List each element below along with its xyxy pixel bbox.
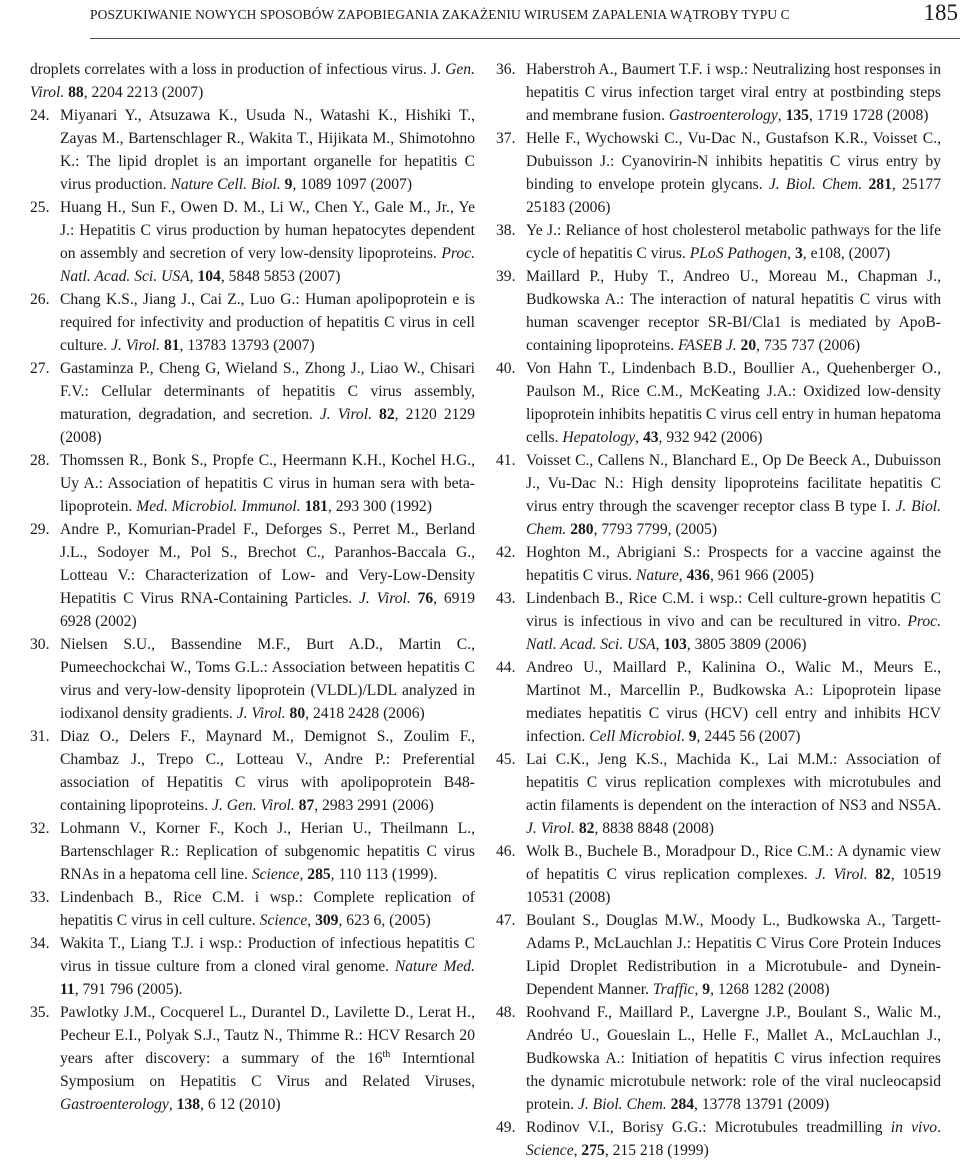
reference-volume: 20	[740, 337, 757, 354]
reference-text-fragment	[372, 406, 379, 423]
reference-journal: J. Virol.	[236, 705, 286, 722]
reference-text	[526, 219, 941, 265]
reference-number: 40.	[496, 360, 516, 377]
reference-text-fragment: ,	[787, 245, 795, 262]
reference-volume: 9	[284, 176, 293, 193]
reference-text-fragment: Thomssen R., Bonk S., Propfe C., Heermann K.H., Kochel H.G., Uy A.: Association of hepatitis C virus in human sera with beta-lipoprotein.	[60, 452, 475, 515]
reference-number: 42.	[496, 544, 516, 561]
reference-number: 38.	[496, 222, 516, 239]
reference-text	[60, 1001, 475, 1116]
reference-text-fragment: Lohmann V., Korner F., Koch J., Herian U., Theilmann L., Bartenschlager R.: Replication of subgenomic hepatitis C virus RNAs in a hepatoma cell line.	[60, 820, 475, 883]
reference-text-fragment: ,	[573, 1142, 582, 1159]
reference-number: 47.	[496, 912, 516, 929]
reference-journal: FASEB J.	[678, 337, 737, 354]
reference-text-fragment: , 2120 2129 (2008)	[60, 406, 476, 446]
reference-number: 33.	[30, 889, 50, 906]
reference-text-fragment: Andre P., Komurian-Pradel F., Deforges S., Perret M., Berland J.L., Sodoyer M., Pol S., Brechot C., Paranhos-Baccala G., Lotteau V.: Characterization of Low- and Very-Low-Density Hepatitis C Virus RNA-Containing Particles.	[60, 521, 475, 607]
reference-journal: Cell Microbiol	[589, 728, 681, 745]
reference-text-fragment: th	[382, 1048, 391, 1060]
reference-journal: Gen. Virol.	[30, 61, 475, 101]
reference-text-fragment: , 1089 1097 (2007)	[292, 176, 413, 193]
reference-volume: 81	[163, 337, 180, 354]
reference-text	[526, 265, 941, 357]
reference-text-fragment: , 6919 6928 (2002)	[60, 590, 476, 630]
reference-text-fragment: , 1719 1728 (2008)	[808, 107, 929, 124]
reference-volume: 309	[315, 912, 339, 929]
reference-text-fragment: Nielsen S.U., Bassendine M.F., Burt A.D., Martin C., Pumeechockchai W., Toms G.L.: Association between hepatitis C virus and very-low-density lipoprotein (VLDL)/LDL analyzed in iodixanol density gradients.	[60, 636, 475, 722]
reference-text	[60, 357, 475, 449]
reference-text-fragment: , 13778 13791 (2009)	[694, 1096, 830, 1113]
reference-text	[60, 633, 475, 725]
reference-journal: J. Gen. Virol.	[212, 797, 295, 814]
reference-text-fragment: Helle F., Wychowski C., Vu-Dac N., Gustafson K.R., Voisset C., Dubuisson J.: Cyanovirin-N inhibits hepatitis C virus entry by binding to envelope protein glycans.	[526, 130, 941, 193]
reference-entry	[30, 104, 475, 196]
reference-text	[526, 541, 941, 587]
reference-journal: Proc. Natl. Acad. Sci. USA	[526, 613, 941, 653]
references-right-column	[496, 58, 941, 1162]
reference-text-fragment: Voisset C., Callens N., Blanchard E., Op De Beeck A., Dubuisson J., Vu-Dac N.: High density lipoproteins facilitate hepatitis C virus entry through the scavenger receptor class B type I.	[526, 452, 941, 515]
reference-number: 44.	[496, 659, 516, 676]
reference-journal: J. Virol.	[526, 820, 575, 837]
reference-entry	[496, 748, 941, 840]
reference-entry	[30, 932, 475, 1001]
reference-volume: 138	[176, 1096, 201, 1113]
reference-entry	[496, 1001, 941, 1116]
reference-entry	[30, 725, 475, 817]
reference-text-fragment: Lai C.K., Jeng K.S., Machida K., Lai M.M.: Association of hepatitis C virus replication complexes with microtubules and actin filaments is dependent on the interaction of NS3 and NS5A.	[526, 751, 941, 814]
reference-text	[526, 127, 941, 219]
reference-entry	[496, 58, 941, 127]
reference-text-fragment: , 13783 13793 (2007)	[179, 337, 315, 354]
reference-entry	[30, 357, 475, 449]
reference-number: 32.	[30, 820, 50, 837]
reference-number: 34.	[30, 935, 50, 952]
reference-text-fragment: Miyanari Y., Atsuzawa K., Usuda N., Watashi K., Hishiki T., Zayas M., Bartenschlager R., Wakita T., Hijikata M., Shimotohno K.: The lipid droplet is an important organelle for hepatitis C virus production.	[60, 107, 475, 193]
reference-number: 46.	[496, 843, 516, 860]
reference-text	[60, 104, 475, 196]
reference-text-fragment: Wolk B., Buchele B., Moradpour D., Rice C.M.: A dynamic view of hepatitis C virus replication complexes.	[526, 843, 941, 883]
reference-text	[30, 58, 475, 104]
reference-text-fragment: , 961 966 (2005)	[709, 567, 814, 584]
reference-volume: 135	[785, 107, 809, 124]
reference-text	[60, 817, 475, 886]
reference-volume: 9	[688, 728, 697, 745]
reference-number: 27.	[30, 360, 50, 377]
reference-number: 25.	[30, 199, 50, 216]
reference-number: 31.	[30, 728, 50, 745]
reference-volume: 103	[663, 636, 687, 653]
reference-text	[60, 288, 475, 357]
reference-text-fragment: Wakita T., Liang T.J. i wsp.: Production of infectious hepatitis C virus in tissue culture from a cloned viral genome.	[60, 935, 475, 975]
reference-entry	[30, 288, 475, 357]
reference-text-fragment: , 25177 25183 (2006)	[526, 176, 941, 216]
reference-number: 29.	[30, 521, 50, 538]
reference-journal: J. Virol.	[815, 866, 868, 883]
reference-entry	[496, 1116, 941, 1162]
reference-entry	[30, 58, 475, 104]
reference-text	[526, 748, 941, 840]
reference-text-fragment: ,	[189, 268, 198, 285]
reference-text-fragment: Rodinov V.I., Borisy G.G.: Microtubules treadmilling	[526, 1119, 891, 1136]
reference-text	[60, 449, 475, 518]
reference-volume: 76	[417, 590, 434, 607]
reference-journal: Science	[526, 1142, 574, 1159]
reference-journal: Science	[259, 912, 308, 929]
reference-entry	[30, 633, 475, 725]
reference-number: 26.	[30, 291, 50, 308]
reference-text-fragment: ,	[635, 429, 643, 446]
reference-number: 37.	[496, 130, 516, 147]
reference-volume: 3	[794, 245, 803, 262]
reference-number: 24.	[30, 107, 50, 124]
reference-text	[526, 656, 941, 748]
reference-text-fragment: Pawlotky J.M., Cocquerel L., Durantel D., Lavilette D., Lerat H., Pecheur E.I., Polyak S.J., Tautz N., Thimme R.: HCV Resarch 20 years after discovery: a summary of the 16	[60, 1004, 475, 1067]
reference-text	[60, 196, 475, 288]
reference-volume: 284	[670, 1096, 695, 1113]
reference-volume: 82	[379, 406, 395, 423]
reference-volume: 80	[289, 705, 306, 722]
reference-text	[526, 58, 941, 127]
reference-journal: J. Virol.	[111, 337, 161, 354]
reference-text-fragment: , 215 218 (1999)	[604, 1142, 709, 1159]
reference-text-fragment: Chang K.S., Jiang J., Cai Z., Luo G.: Human apolipoprotein e is required for infectivity and production of hepatitis C virus in cell culture.	[60, 291, 475, 354]
reference-entry	[30, 1001, 475, 1116]
reference-volume: 11	[60, 981, 75, 998]
reference-text-fragment: , 791 796 (2005).	[74, 981, 183, 998]
reference-entry	[30, 817, 475, 886]
reference-journal: Med. Microbiol. Immunol.	[136, 498, 301, 515]
references-left-column	[30, 58, 475, 1116]
reference-entry	[496, 587, 941, 656]
page-number: 185	[923, 0, 958, 25]
reference-text-fragment: droplets correlates with a loss in production of infectious virus. J.	[30, 61, 446, 78]
reference-number: 30.	[30, 636, 50, 653]
reference-entry	[30, 196, 475, 288]
reference-volume: 275	[581, 1142, 605, 1159]
reference-entry	[496, 127, 941, 219]
reference-volume: 9	[702, 981, 711, 998]
reference-volume: 281	[868, 176, 892, 193]
reference-text-fragment	[868, 866, 875, 883]
reference-text-fragment: , 932 942 (2006)	[658, 429, 763, 446]
reference-text-fragment: , 293 300 (1992)	[327, 498, 432, 515]
running-title: POSZUKIWANIE NOWYCH SPOSOBÓW ZAPOBIEGANIA ZAKAŻENIU WIRUSEM ZAPALENIA WĄTROBY TYPU C	[90, 7, 790, 22]
reference-journal: Proc. Natl. Acad. Sci. USA	[60, 245, 475, 285]
reference-text	[60, 725, 475, 817]
reference-text-fragment: Andreo U., Maillard P., Kalinina O., Walic M., Meurs E., Martinot M., Marcellin P., Budkowska A.: Lipoprotein lipase mediates hepatitis C virus (HCV) cell entry and inhibits HCV infection.	[526, 659, 941, 745]
reference-text-fragment: Lindenbach B., Rice C.M. i wsp.: Cell culture-grown hepatitis C virus is infectious in vivo and can be recultured in vitro.	[526, 590, 941, 630]
reference-journal: Nature Med.	[394, 958, 475, 975]
reference-number: 36.	[496, 61, 516, 78]
reference-text-fragment: Interntional Symposium on Hepatitis C Virus and Related Viruses,	[60, 1050, 475, 1090]
reference-journal: J. Virol.	[319, 406, 372, 423]
reference-text-fragment: Roohvand F., Maillard P., Lavergne J.P., Boulant S., Walic M., Andréo U., Goueslain L., Helle F., Mallet A., McLauchlan J., Budkowska A.: Initiation of hepatitis C virus infection requires the dynamic microtubule network: role of the viral nucleocapsid protein.	[526, 1004, 941, 1113]
reference-text	[526, 587, 941, 656]
reference-entry	[496, 541, 941, 587]
reference-number: 39.	[496, 268, 516, 285]
reference-entry	[496, 656, 941, 748]
reference-text	[60, 886, 475, 932]
reference-entry	[496, 265, 941, 357]
reference-entry	[30, 449, 475, 518]
reference-text-fragment: Haberstroh A., Baumert T.F. i wsp.: Neutralizing host responses in hepatitis C virus infection target viral entry at postbinding steps and membrane fusion.	[526, 61, 941, 124]
reference-text-fragment: ,	[168, 1096, 177, 1113]
reference-text-fragment: , 2445 56 (2007)	[696, 728, 801, 745]
reference-text-fragment: ,	[694, 981, 703, 998]
reference-text-fragment: ,	[678, 567, 687, 584]
reference-text-fragment: , 6 12 (2010)	[200, 1096, 281, 1113]
reference-text	[526, 1001, 941, 1116]
reference-text	[526, 909, 941, 1001]
reference-text-fragment: Von Hahn T., Lindenbach B.D., Boullier A., Quehenberger O., Paulson M., Rice C.M., McKeating J.A.: Oxidized low-density lipoprotein inhibits hepatitis C virus cell entry in human hepatoma cells.	[526, 360, 941, 446]
reference-text-fragment: Gastaminza P., Cheng G, Wieland S., Zhong J., Liao W., Chisari F.V.: Cellular determinants of hepatitis C virus assembly, maturation, degradation, and secretion.	[60, 360, 475, 423]
reference-text	[526, 840, 941, 909]
reference-journal: Science	[251, 866, 300, 883]
reference-entry	[496, 219, 941, 265]
reference-text-fragment: , 110 113 (1999).	[330, 866, 438, 883]
reference-journal: J. Biol. Chem.	[577, 1096, 667, 1113]
reference-text-fragment: Lindenbach B., Rice C.M. i wsp.: Complete replication of hepatitis C virus in cell culture.	[60, 889, 475, 929]
reference-entry	[30, 518, 475, 633]
reference-text-fragment: , 623 6, (2005)	[338, 912, 431, 929]
reference-text	[526, 449, 941, 541]
reference-text-fragment: Diaz O., Delers F., Maynard M., Demignot S., Zoulim F., Chambaz J., Trepo C., Lotteau V., Andre P.: Preferential association of Hepatitis C virus with apolipoprotein B48-containing lipoproteins.	[60, 728, 475, 814]
reference-text-fragment: , 1268 1282 (2008)	[710, 981, 830, 998]
reference-volume: 82	[875, 866, 891, 883]
reference-journal: Nature	[636, 567, 679, 584]
reference-text-fragment: , 7793 7799, (2005)	[593, 521, 718, 538]
reference-entry	[496, 357, 941, 449]
reference-text	[526, 1116, 941, 1162]
header-rule	[90, 38, 960, 39]
reference-text-fragment: , 2983 2991 (2006)	[314, 797, 434, 814]
reference-number: 28.	[30, 452, 50, 469]
reference-journal: J. Biol. Chem.	[768, 176, 863, 193]
reference-volume: 43	[642, 429, 659, 446]
reference-journal: Hepatology	[562, 429, 636, 446]
reference-text-fragment	[411, 590, 418, 607]
reference-entry	[496, 909, 941, 1001]
reference-text-fragment: .	[937, 1119, 941, 1136]
reference-text	[60, 518, 475, 633]
reference-journal: PLoS Pathogen	[689, 245, 788, 262]
reference-number: 45.	[496, 751, 516, 768]
reference-text-fragment: , 3805 3809 (2006)	[686, 636, 807, 653]
reference-volume: 436	[686, 567, 710, 584]
reference-volume: 104	[197, 268, 221, 285]
reference-journal: in vivo	[890, 1119, 938, 1136]
reference-journal: Nature Cell. Biol.	[170, 176, 281, 193]
reference-journal: Gastroenterology	[668, 107, 778, 124]
reference-number: 49.	[496, 1119, 516, 1136]
reference-volume: 181	[304, 498, 328, 515]
reference-text-fragment: , 735 737 (2006)	[756, 337, 861, 354]
reference-number: 48.	[496, 1004, 516, 1021]
reference-number: 35.	[30, 1004, 50, 1021]
reference-text-fragment: , e108, (2007)	[802, 245, 891, 262]
reference-volume: 280	[570, 521, 594, 538]
reference-journal: Gastroenterology	[60, 1096, 169, 1113]
reference-entry	[496, 840, 941, 909]
reference-text-fragment: ,	[307, 912, 316, 929]
reference-volume: 87	[298, 797, 315, 814]
reference-text-fragment: ,	[777, 107, 786, 124]
reference-text	[526, 357, 941, 449]
reference-volume: 285	[307, 866, 331, 883]
reference-text	[60, 932, 475, 1001]
reference-text-fragment: Hoghton M., Abrigiani S.: Prospects for a vaccine against the hepatitis C virus.	[526, 544, 941, 584]
reference-journal: J. Biol. Chem.	[526, 498, 941, 538]
reference-volume: 82	[578, 820, 595, 837]
reference-text-fragment: ,	[299, 866, 308, 883]
reference-text-fragment: ,	[655, 636, 664, 653]
reference-journal: Traffic	[652, 981, 695, 998]
reference-number: 41.	[496, 452, 516, 469]
reference-volume: 88	[68, 84, 84, 101]
reference-entry	[30, 886, 475, 932]
reference-text-fragment: Huang H., Sun F., Owen D. M., Li W., Chen Y., Gale M., Jr., Ye J.: Hepatitis C virus production by human hepatocytes dependent on assembly and secretion of very low-density lipoproteins.	[60, 199, 475, 262]
reference-text-fragment: , 2204 2213 (2007)	[83, 84, 204, 101]
reference-text-fragment: .	[680, 728, 689, 745]
reference-text-fragment: Boulant S., Douglas M.W., Moody L., Budkowska A., Targett-Adams P., McLauchlan J.: Hepatitis C Virus Core Protein Induces Lipid Droplet Redistribution in a Microtubule- and Dynein-Dependent Manner.	[526, 912, 941, 998]
reference-text-fragment: , 8838 8848 (2008)	[594, 820, 714, 837]
reference-text-fragment: , 5848 5853 (2007)	[220, 268, 341, 285]
reference-text-fragment: , 2418 2428 (2006)	[305, 705, 425, 722]
reference-entry	[496, 449, 941, 541]
reference-journal: J. Virol.	[358, 590, 411, 607]
reference-text-fragment: Maillard P., Huby T., Andreo U., Moreau M., Chapman J., Budkowska A.: The interaction of natural hepatitis C virus with human scavenger receptor SR-BI/Cla1 is mediated by ApoB-containing lipoproteins.	[526, 268, 941, 354]
running-header	[90, 0, 960, 40]
reference-text-fragment: Ye J.: Reliance of host cholesterol metabolic pathways for the life cycle of hepatitis C virus.	[526, 222, 941, 262]
reference-text-fragment: , 10519 10531 (2008)	[526, 866, 941, 906]
reference-number: 43.	[496, 590, 516, 607]
